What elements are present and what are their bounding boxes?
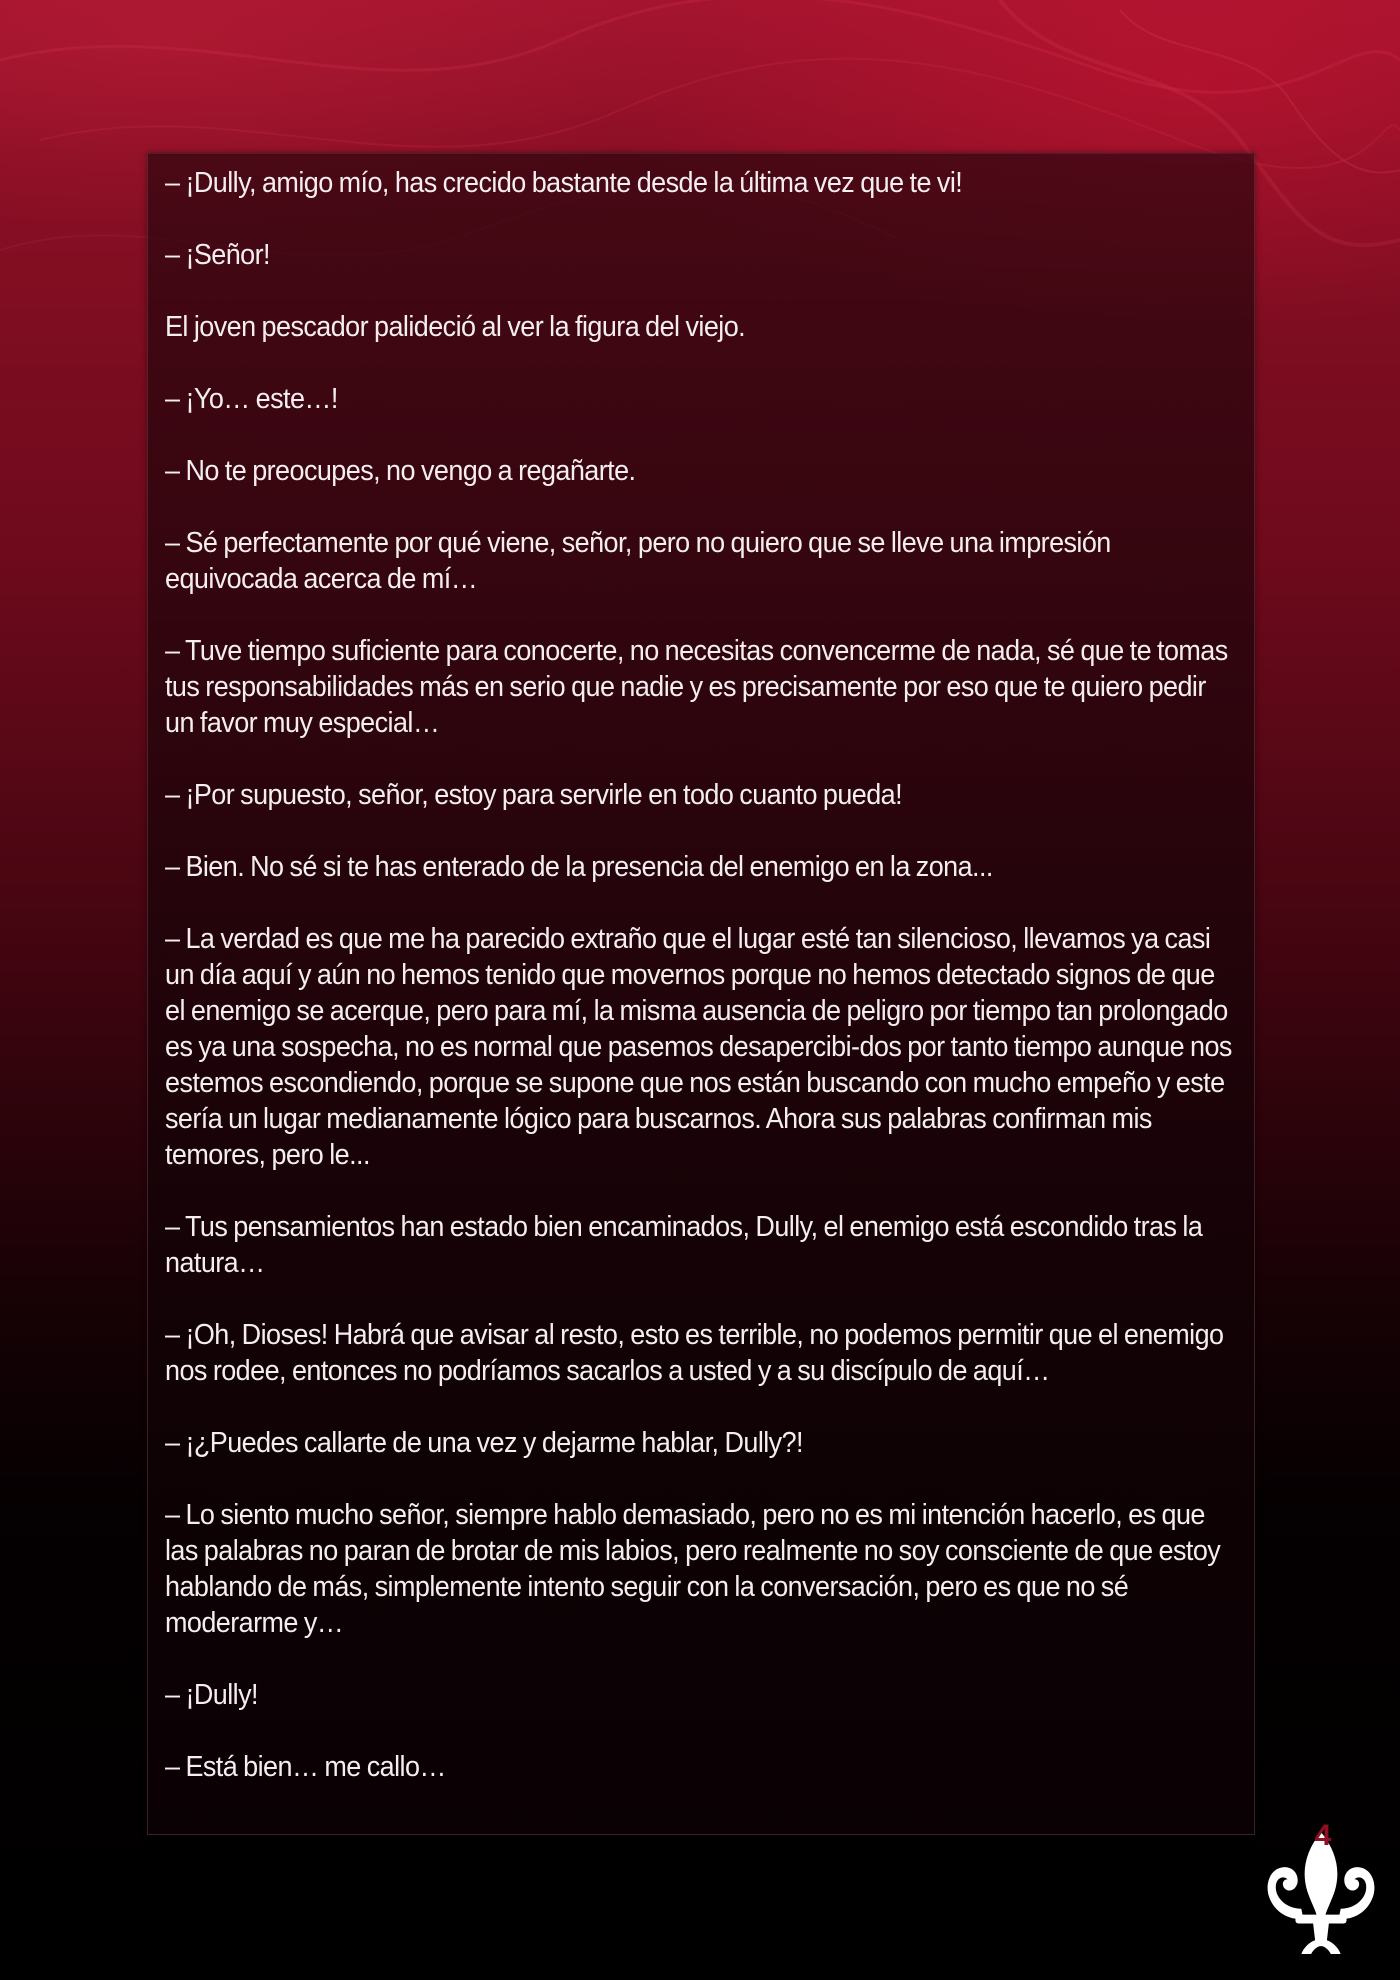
paragraph: – ¡Oh, Dioses! Habrá que avisar al resto, esto es terrible, no podemos permitir que el enemigo nos rodee, entonces no podríamos sacarlos a usted y a su discípulo de aquí… xyxy=(165,1319,1224,1387)
paragraph: – ¡¿Puedes callarte de una vez y dejarme hablar, Dully?! xyxy=(165,1427,803,1459)
paragraph: – Está bien… me callo… xyxy=(165,1751,446,1783)
paragraph: – No te preocupes, no vengo a regañarte. xyxy=(165,455,636,487)
paragraph: – La verdad es que me ha parecido extraño que el lugar esté tan silencioso, llevamos ya casi un día aquí y aún no hemos tenido que movernos porque no hemos detectado signos de que el enemigo se acerque, pero para mí, la misma ausencia de peligro por tiempo tan prolongado es ya una sospecha, no es normal que pasemos desapercibi-dos por tanto tiempo aunque nos estemos escondiendo, porque se supone que nos están buscando con mucho empeño y este sería un lugar medianamente lógico para buscarnos. Ahora sus palabras confirman mis temores, pero le... xyxy=(165,923,1232,1171)
page-number: 4 xyxy=(1314,1819,1332,1852)
paragraph: – ¡Dully! xyxy=(165,1679,258,1711)
paragraph: – ¡Por supuesto, señor, estoy para servirle en todo cuanto pueda! xyxy=(165,779,903,811)
paragraph: – Tus pensamientos han estado bien encaminados, Dully, el enemigo está escondido tras la natura… xyxy=(165,1211,1203,1279)
paragraph: – ¡Señor! xyxy=(165,239,270,271)
paragraph: – Bien. No sé si te has enterado de la presencia del enemigo en la zona... xyxy=(165,851,993,883)
paragraph: – ¡Yo… este…! xyxy=(165,383,338,415)
paragraph: – ¡Dully, amigo mío, has crecido bastante desde la última vez que te vi! xyxy=(165,167,963,199)
paragraph: – Sé perfectamente por qué viene, señor, pero no quiero que se lleve una impresión equivocada acerca de mí… xyxy=(165,527,1111,595)
paragraph: – Tuve tiempo suficiente para conocerte, no necesitas convencerme de nada, sé que te tomas tus responsabilidades más en serio que nadie y es precisamente por eso que te quiero pedir un favor muy especial… xyxy=(165,635,1228,739)
paragraph: El joven pescador palideció al ver la figura del viejo. xyxy=(165,311,746,343)
paragraph: – Lo siento mucho señor, siempre hablo demasiado, pero no es mi intención hacerlo, es que las palabras no paran de brotar de mis labios, pero realmente no soy consciente de que estoy hablando de más, simplemente intento seguir con la conversación, pero es que no sé moderarme y… xyxy=(165,1499,1221,1639)
text-panel xyxy=(147,153,1255,1835)
